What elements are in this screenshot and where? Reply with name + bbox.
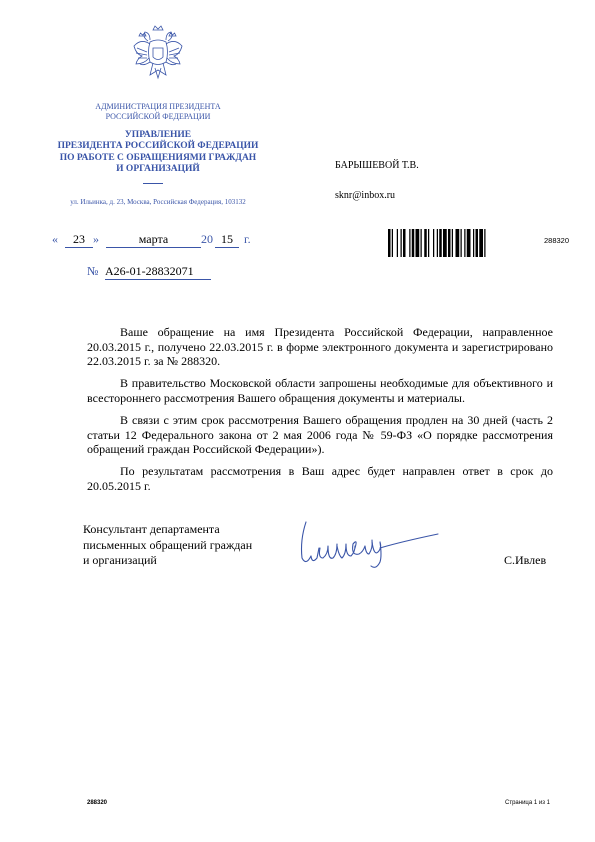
- barcode-bar: [388, 229, 391, 257]
- dept-line-3: ПО РАБОТЕ С ОБРАЩЕНИЯМИ ГРАЖДАН: [59, 152, 257, 163]
- dept-line-4: И ОРГАНИЗАЦИЙ: [116, 164, 200, 175]
- barcode-bar: [461, 229, 462, 257]
- barcode-bar: [397, 229, 398, 257]
- barcode-bar: [412, 229, 415, 257]
- barcode-bar: [409, 229, 410, 257]
- recipient-name: БАРЫШЕВОЙ Т.В.: [335, 160, 419, 171]
- barcode-bar: [448, 229, 451, 257]
- dept-line-1: УПРАВЛЕНИЕ: [124, 130, 192, 140]
- barcode-bar: [439, 229, 442, 257]
- dept-line-2: ПРЕЗИДЕНТА РОССИЙСКОЙ ФЕДЕРАЦИИ: [57, 141, 259, 152]
- date-close-quote: »: [93, 232, 99, 246]
- signer-position-line-2: письменных обращений граждан: [83, 537, 253, 552]
- signer-position-line-3: и организаций: [83, 553, 157, 567]
- body-paragraph-1: Ваше обращение на имя Президента Российской Федерации, направленное 20.03.2015 г., получено 22.03.2015 г. в форме электронного документа и зарегистрировано 22.03.2015 г. за № 288320.: [87, 325, 553, 369]
- date-month-text: марта: [106, 232, 201, 248]
- eagle-emblem-icon: [131, 24, 185, 90]
- barcode-bar: [403, 229, 406, 257]
- barcode-bar: [392, 229, 393, 257]
- date-year-suffix: 15: [215, 232, 239, 248]
- letter-date: [52, 232, 262, 248]
- signer-position: [83, 522, 252, 569]
- date-year-prefix: 20: [201, 232, 213, 246]
- header-divider: [143, 183, 163, 184]
- administration-header: [74, 102, 242, 121]
- body-paragraph-4: По результатам рассмотрения в Ваш адрес будет направлен ответ в срок до 20.05.2015 г.: [87, 464, 553, 493]
- barcode-bar: [467, 229, 471, 257]
- barcode-bar: [416, 229, 420, 257]
- barcode-bar: [428, 229, 429, 257]
- body-paragraph-2: В правительство Московской области запрошены необходимые для объективного и всестороннего рассмотрения Вашего обращения документы и материалы.: [87, 376, 553, 405]
- footer-document-id: 288320: [87, 800, 108, 806]
- admin-line-2: РОССИЙСКОЙ ФЕДЕРАЦИИ: [105, 111, 211, 121]
- signer-name: С.Ивлев: [504, 553, 547, 567]
- barcode-bar: [433, 229, 434, 257]
- barcode-bar: [464, 229, 465, 257]
- barcode-bar: [452, 229, 453, 257]
- barcode-bar: [401, 229, 402, 257]
- barcode-bar: [443, 229, 447, 257]
- reference-number: [87, 264, 227, 280]
- barcode-bar: [473, 229, 474, 257]
- barcode-bar: [456, 229, 460, 257]
- barcode-bar: [476, 229, 479, 257]
- sender-address: ул. Ильинка, д. 23, Москва, Российская Федерация, 103132: [70, 198, 246, 206]
- date-open-quote: «: [52, 232, 58, 246]
- date-month: [106, 232, 201, 248]
- recipient-email: sknr@inbox.ru: [335, 190, 396, 201]
- date-day: 23: [65, 232, 93, 248]
- admin-line-1: АДМИНИСТРАЦИЯ ПРЕЗИДЕНТА: [95, 102, 221, 111]
- barcode-number: 288320: [544, 236, 570, 245]
- department-header: [44, 130, 272, 176]
- barcode-bar: [479, 229, 483, 257]
- reference-value: А26-01-28832071: [105, 264, 211, 280]
- barcode: [388, 229, 538, 257]
- number-sign: №: [87, 264, 99, 278]
- signer-position-line-1: Консультант департамента: [83, 522, 220, 536]
- barcode-bar: [484, 229, 485, 257]
- date-year-unit: г.: [244, 232, 251, 246]
- barcode-bar: [421, 229, 422, 257]
- barcode-bar: [437, 229, 438, 257]
- handwritten-signature: [292, 516, 442, 574]
- barcode-bar: [424, 229, 427, 257]
- footer-page-counter: Страница 1 из 1: [505, 800, 550, 806]
- body-paragraph-3: В связи с этим срок рассмотрения Вашего обращения продлен на 30 дней (часть 2 статьи 12 Федерального закона от 2 мая 2006 года № 59-ФЗ «О порядке рассмотрения обращений граждан Российской Федерации»).: [87, 412, 553, 457]
- letter-body: [87, 325, 553, 501]
